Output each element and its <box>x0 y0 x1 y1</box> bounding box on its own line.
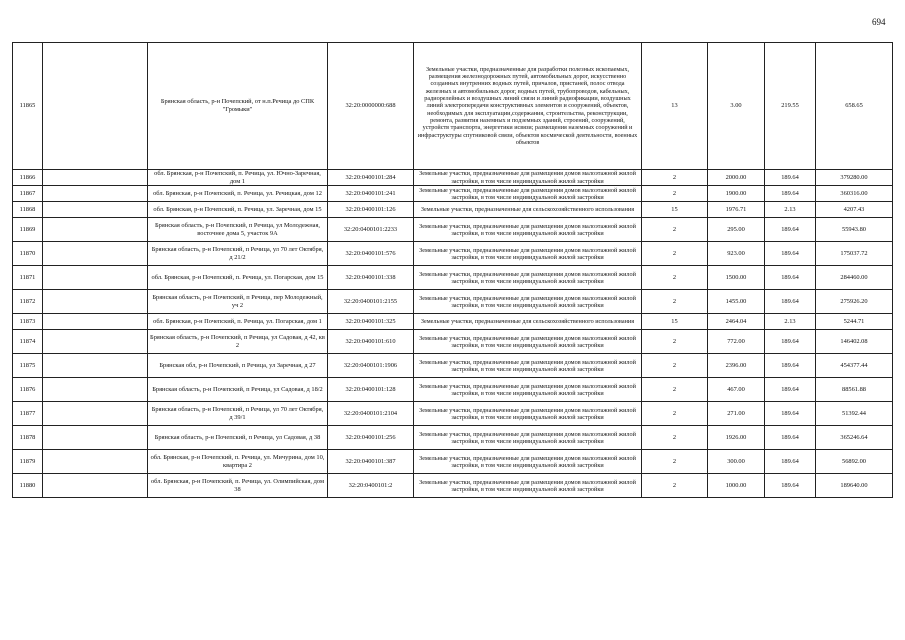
address-cell: Брянская область, р-н Почепский, п Речица, ул Садовая, д 38 <box>148 426 328 450</box>
address-cell: обл. Брянская, р-н Почепский, п. Речица, ул. Ючно-Заречная, дом 1 <box>148 170 328 186</box>
cadastral-value: 379280.00 <box>816 170 893 186</box>
land-use-code: 2 <box>642 426 708 450</box>
land-use-cell: Земельные участки, предназначенные для размещения домов малоэтажной жилой застройки, в том числе индивидуальной жилой застройки <box>414 450 642 474</box>
table-row <box>13 314 893 330</box>
cadastral-value: 175037.72 <box>816 242 893 266</box>
cadastral-number: 32:20:0400101:256 <box>328 426 414 450</box>
cadastral-value: 360316.00 <box>816 186 893 202</box>
page-number: 694 <box>872 17 886 27</box>
blank-cell <box>43 378 148 402</box>
land-use-cell: Земельные участки, предназначенные для размещения домов малоэтажной жилой застройки, в том числе индивидуальной жилой застройки <box>414 378 642 402</box>
blank-cell <box>43 474 148 498</box>
area-cell: 2464.04 <box>708 314 765 330</box>
area-cell: 1976.71 <box>708 202 765 218</box>
table-row <box>13 242 893 266</box>
address-cell: Брянская область, р-н Почепский, п Речица, пер Молодежный, уч 2 <box>148 290 328 314</box>
land-use-code: 15 <box>642 202 708 218</box>
rate-cell: 189.64 <box>765 450 816 474</box>
cadastral-number: 32:20:0400101:128 <box>328 378 414 402</box>
area-cell: 772.00 <box>708 330 765 354</box>
land-use-code: 2 <box>642 474 708 498</box>
blank-cell <box>43 354 148 378</box>
cadastral-value: 5244.71 <box>816 314 893 330</box>
row-id: 11874 <box>13 330 43 354</box>
cadastral-value: 658.65 <box>816 43 893 170</box>
blank-cell <box>43 170 148 186</box>
rate-cell: 189.64 <box>765 378 816 402</box>
cadastral-value: 275926.20 <box>816 290 893 314</box>
cadastral-value: 88561.88 <box>816 378 893 402</box>
address-cell: обл. Брянская, р-н Почепский, п. Речица, ул. Погарская, дом 15 <box>148 266 328 290</box>
cadastral-number: 32:20:0400101:325 <box>328 314 414 330</box>
land-use-cell: Земельные участки, предназначенные для размещения домов малоэтажной жилой застройки, в том числе индивидуальной жилой застройки <box>414 402 642 426</box>
cadastral-number: 32:20:0400101:576 <box>328 242 414 266</box>
table-row <box>13 474 893 498</box>
land-use-cell: Земельные участки, предназначенные для размещения домов малоэтажной жилой застройки, в том числе индивидуальной жилой застройки <box>414 266 642 290</box>
blank-cell <box>43 450 148 474</box>
table-row <box>13 43 893 170</box>
address-cell: Брянская область, р-н Почепский, п Речица, ул 70 лет Октября, д 21/2 <box>148 242 328 266</box>
area-cell: 1500.00 <box>708 266 765 290</box>
land-use-code: 2 <box>642 450 708 474</box>
table-row <box>13 402 893 426</box>
land-use-cell: Земельные участки, предназначенные для размещения домов малоэтажной жилой застройки, в том числе индивидуальной жилой застройки <box>414 354 642 378</box>
cadastral-value: 365246.64 <box>816 426 893 450</box>
land-use-code: 2 <box>642 266 708 290</box>
land-use-cell: Земельные участки, предназначенные для сельскохозяйственного использования <box>414 202 642 218</box>
land-use-code: 2 <box>642 354 708 378</box>
blank-cell <box>43 266 148 290</box>
land-use-code: 2 <box>642 330 708 354</box>
cadastral-number: 32:20:0400101:1906 <box>328 354 414 378</box>
land-use-cell: Земельные участки, предназначенные для размещения домов малоэтажной жилой застройки, в том числе индивидуальной жилой застройки <box>414 474 642 498</box>
address-cell: обл. Брянская, р-н Почепский, п. Речица, ул. Заречная, дом 15 <box>148 202 328 218</box>
rate-cell: 189.64 <box>765 218 816 242</box>
cadastral-number: 32:20:0400101:126 <box>328 202 414 218</box>
cadastral-number: 32:20:0000000:688 <box>328 43 414 170</box>
blank-cell <box>43 186 148 202</box>
land-registry-table <box>12 42 893 498</box>
table-row <box>13 202 893 218</box>
rate-cell: 189.64 <box>765 330 816 354</box>
address-cell: обл. Брянская, р-н Почепский, п. Речица, ул. Погарская, дом 1 <box>148 314 328 330</box>
area-cell: 300.00 <box>708 450 765 474</box>
row-id: 11865 <box>13 43 43 170</box>
table-row <box>13 426 893 450</box>
table-row <box>13 354 893 378</box>
row-id: 11878 <box>13 426 43 450</box>
cadastral-value: 55943.80 <box>816 218 893 242</box>
blank-cell <box>43 242 148 266</box>
row-id: 11869 <box>13 218 43 242</box>
cadastral-value: 284460.00 <box>816 266 893 290</box>
row-id: 11875 <box>13 354 43 378</box>
address-cell: Брянская обл, р-н Почепский, п Речица, ул Заречная, д 27 <box>148 354 328 378</box>
land-use-cell: Земельные участки, предназначенные для размещения домов малоэтажной жилой застройки, в том числе индивидуальной жилой застройки <box>414 242 642 266</box>
area-cell: 295.00 <box>708 218 765 242</box>
land-use-code: 2 <box>642 290 708 314</box>
blank-cell <box>43 218 148 242</box>
land-use-cell: Земельные участки, предназначенные для сельскохозяйственного использования <box>414 314 642 330</box>
rate-cell: 2.13 <box>765 314 816 330</box>
land-use-cell: Земельные участки, предназначенные для размещения домов малоэтажной жилой застройки, в том числе индивидуальной жилой застройки <box>414 290 642 314</box>
area-cell: 467.00 <box>708 378 765 402</box>
land-use-code: 2 <box>642 378 708 402</box>
row-id: 11873 <box>13 314 43 330</box>
area-cell: 2000.00 <box>708 170 765 186</box>
area-cell: 2396.00 <box>708 354 765 378</box>
area-cell: 3.00 <box>708 43 765 170</box>
land-use-code: 2 <box>642 170 708 186</box>
table-row <box>13 218 893 242</box>
table-row <box>13 186 893 202</box>
row-id: 11879 <box>13 450 43 474</box>
address-cell: обл. Брянская, р-н Почепский, п. Речица, ул. Олимпийская, дом 38 <box>148 474 328 498</box>
land-use-cell: Земельные участки, предназначенные для размещения домов малоэтажной жилой застройки, в том числе индивидуальной жилой застройки <box>414 330 642 354</box>
rate-cell: 189.64 <box>765 266 816 290</box>
land-use-code: 2 <box>642 402 708 426</box>
row-id: 11876 <box>13 378 43 402</box>
blank-cell <box>43 330 148 354</box>
address-cell: Брянская область, р-н Почепский, п Речица, ул Молодежная, восточнее дома 5, участок 9А <box>148 218 328 242</box>
cadastral-number: 32:20:0400101:284 <box>328 170 414 186</box>
rate-cell: 219.55 <box>765 43 816 170</box>
cadastral-value: 189640.00 <box>816 474 893 498</box>
cadastral-number: 32:20:0400101:610 <box>328 330 414 354</box>
cadastral-number: 32:20:0400101:2 <box>328 474 414 498</box>
area-cell: 1900.00 <box>708 186 765 202</box>
land-use-cell: Земельные участки, предназначенные для разработки полезных ископаемых, размещения железнодорожных путей, автомобильных дорог, искусственно созданных внутренних водных путей, причалов, пристаней, полос отвода железных и автомобильных дорог, водных путей, трубопроводов, кабельных, радиорелейных и воздушных линий связи и линий радиофикации, воздушных линий электропередачи конструктивных элементов и сооружений, объектов, необходимых для эксплуатации,содержания, строительства, реконструкции, ремонта, развития наземных и подземных зданий, строений, сооружений, устройств транспорта, энергетики исвязи; размещения наземных сооружений и инфраструктуры спутниковой связи, объектов космической деятельности, военных объектов <box>414 43 642 170</box>
blank-cell <box>43 202 148 218</box>
land-use-cell: Земельные участки, предназначенные для размещения домов малоэтажной жилой застройки, в том числе индивидуальной жилой застройки <box>414 186 642 202</box>
address-cell: Брянская область, р-н Почепский, п Речица, ул 70 лет Октября, д 39/1 <box>148 402 328 426</box>
cadastral-number: 32:20:0400101:2104 <box>328 402 414 426</box>
row-id: 11870 <box>13 242 43 266</box>
rate-cell: 189.64 <box>765 170 816 186</box>
rate-cell: 189.64 <box>765 474 816 498</box>
table-row <box>13 266 893 290</box>
rate-cell: 189.64 <box>765 290 816 314</box>
land-use-code: 15 <box>642 314 708 330</box>
land-use-cell: Земельные участки, предназначенные для размещения домов малоэтажной жилой застройки, в том числе индивидуальной жилой застройки <box>414 170 642 186</box>
cadastral-number: 32:20:0400101:2233 <box>328 218 414 242</box>
area-cell: 923.00 <box>708 242 765 266</box>
land-use-cell: Земельные участки, предназначенные для размещения домов малоэтажной жилой застройки, в том числе индивидуальной жилой застройки <box>414 426 642 450</box>
land-use-code: 2 <box>642 218 708 242</box>
row-id: 11871 <box>13 266 43 290</box>
row-id: 11880 <box>13 474 43 498</box>
cadastral-value: 146402.08 <box>816 330 893 354</box>
area-cell: 1000.00 <box>708 474 765 498</box>
rate-cell: 189.64 <box>765 186 816 202</box>
cadastral-number: 32:20:0400101:241 <box>328 186 414 202</box>
table-row <box>13 290 893 314</box>
rate-cell: 189.64 <box>765 402 816 426</box>
blank-cell <box>43 402 148 426</box>
cadastral-value: 454377.44 <box>816 354 893 378</box>
cadastral-number: 32:20:0400101:387 <box>328 450 414 474</box>
cadastral-number: 32:20:0400101:2155 <box>328 290 414 314</box>
land-use-code: 13 <box>642 43 708 170</box>
blank-cell <box>43 290 148 314</box>
table-row <box>13 170 893 186</box>
address-cell: Брянская область, р-н Почепский, п Речица, ул Садовая, д 18/2 <box>148 378 328 402</box>
rate-cell: 189.64 <box>765 426 816 450</box>
rate-cell: 189.64 <box>765 242 816 266</box>
table-row <box>13 450 893 474</box>
land-use-cell: Земельные участки, предназначенные для размещения домов малоэтажной жилой застройки, в том числе индивидуальной жилой застройки <box>414 218 642 242</box>
rate-cell: 189.64 <box>765 354 816 378</box>
cadastral-value: 51392.44 <box>816 402 893 426</box>
cadastral-number: 32:20:0400101:338 <box>328 266 414 290</box>
row-id: 11868 <box>13 202 43 218</box>
row-id: 11866 <box>13 170 43 186</box>
address-cell: обл. Брянская, р-н Почепский, п. Речица, ул. Мичурина, дом 10, квартира 2 <box>148 450 328 474</box>
registry-body <box>13 43 893 498</box>
cadastral-value: 56892.00 <box>816 450 893 474</box>
blank-cell <box>43 426 148 450</box>
rate-cell: 2.13 <box>765 202 816 218</box>
cadastral-value: 4207.43 <box>816 202 893 218</box>
address-cell: Брянская область, р-н Почепский, от н.п.Речица до СПК "Громыки" <box>148 43 328 170</box>
land-use-code: 2 <box>642 242 708 266</box>
address-cell: Брянская область, р-н Почепский, п Речица, ул Садовая, д 42, кв 2 <box>148 330 328 354</box>
area-cell: 1926.00 <box>708 426 765 450</box>
address-cell: обл. Брянская, р-н Почепский, п. Речица, ул. Речицкая, дом 12 <box>148 186 328 202</box>
table-row <box>13 378 893 402</box>
blank-cell <box>43 43 148 170</box>
row-id: 11877 <box>13 402 43 426</box>
area-cell: 271.00 <box>708 402 765 426</box>
blank-cell <box>43 314 148 330</box>
row-id: 11872 <box>13 290 43 314</box>
table-row <box>13 330 893 354</box>
land-use-code: 2 <box>642 186 708 202</box>
area-cell: 1455.00 <box>708 290 765 314</box>
row-id: 11867 <box>13 186 43 202</box>
